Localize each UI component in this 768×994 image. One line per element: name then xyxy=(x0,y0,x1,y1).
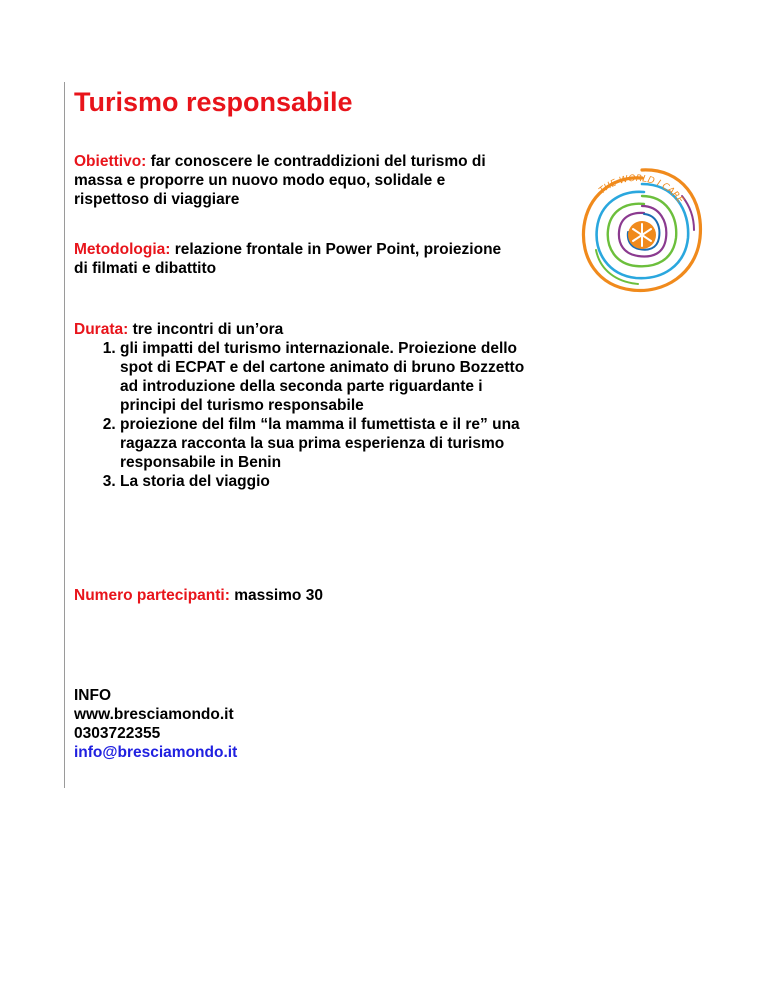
list-item: 2. proiezione del film “la mamma il fumettista e il re” una ragazza racconta la sua prima esperienza di turismo responsabile in Benin xyxy=(120,415,540,472)
metodologia-paragraph xyxy=(74,240,514,278)
info-website[interactable]: www.bresciamondo.it xyxy=(74,706,234,723)
partecipanti-paragraph xyxy=(74,586,514,605)
logo-text: THE WORLD I CARE xyxy=(597,173,685,206)
left-margin-rule xyxy=(64,82,65,788)
durata-label: Durata: xyxy=(74,321,129,338)
metodologia-label: Metodologia: xyxy=(74,241,171,258)
obiettivo-text: far conoscere le contraddizioni del turismo di massa e proporre un nuovo modo equo, solidale e rispettoso di viaggiare xyxy=(74,153,486,208)
info-phone: 0303722355 xyxy=(74,725,161,742)
list-item: 1. gli impatti del turismo internazionale. Proiezione dello spot di ECPAT e del cartone animato di bruno Bozzetto ad introduzione della seconda parte riguardante i principi del turismo responsabile xyxy=(120,339,540,415)
obiettivo-paragraph xyxy=(74,152,514,209)
info-block xyxy=(74,686,514,762)
info-email-link[interactable]: info@bresciamondo.it xyxy=(74,744,238,761)
metodologia-text: relazione frontale in Power Point, proiezione di filmati e dibattito xyxy=(74,241,502,277)
document-body xyxy=(74,86,525,761)
durata-text: tre incontri di un’ora xyxy=(128,321,284,338)
partecipanti-text: massimo 30 xyxy=(229,587,323,604)
partecipanti-label: Numero partecipanti: xyxy=(74,587,230,604)
info-heading: INFO xyxy=(74,687,112,704)
page-title: Turismo responsabile xyxy=(74,87,353,117)
obiettivo-label: Obiettivo: xyxy=(74,153,147,170)
world-i-care-logo xyxy=(572,160,712,300)
list-item: 3. La storia del viaggio xyxy=(120,472,540,491)
durata-list xyxy=(90,339,540,491)
durata-paragraph xyxy=(74,320,514,339)
